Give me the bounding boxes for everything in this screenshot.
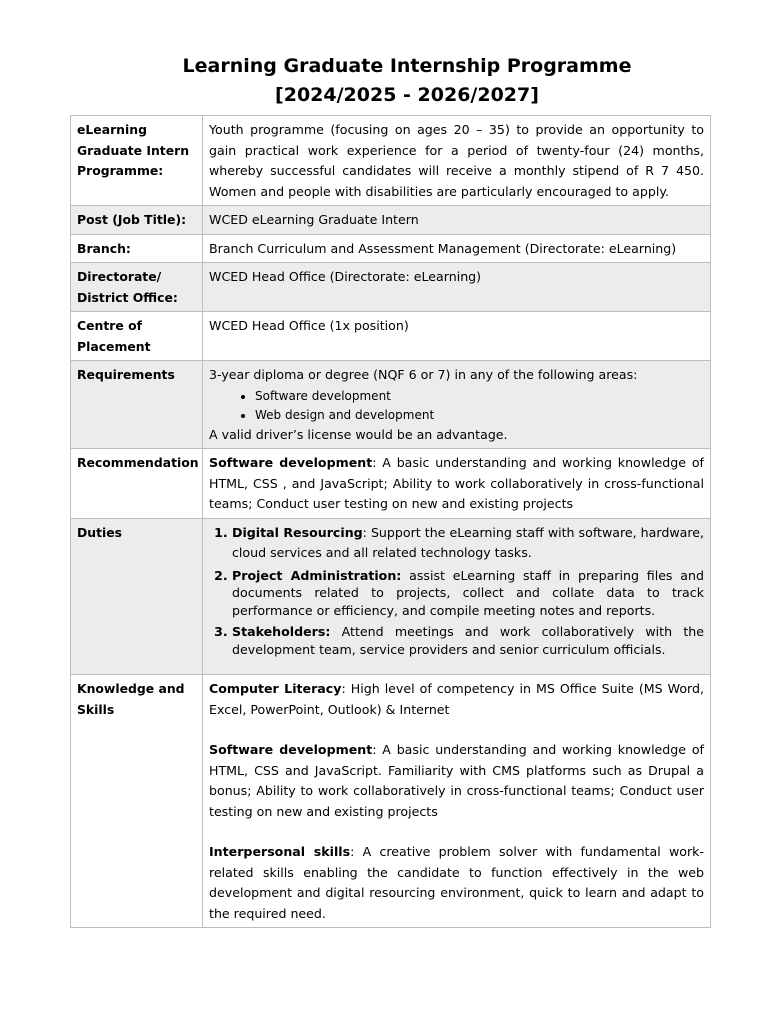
bold-term: Stakeholders: [232,624,331,639]
table-row [71,518,711,675]
bold-term: Project Administration: [232,567,402,583]
paragraph-gap [209,822,704,842]
title-line-1: Learning Graduate Internship Programme [182,55,632,77]
bold-term: Computer Literacy [209,681,342,696]
paragraph [209,679,704,720]
list-item: • Web design and development [255,406,704,425]
description-text: Attend meetings and work collaboratively with the development team, service providers and senior curriculum officials. [232,624,704,657]
duties-list [209,523,704,659]
description-text: : Support the eLearning staff with software, hardware, cloud services and all related technology tasks. [232,524,704,560]
paragraph [209,842,704,924]
table-row [71,449,711,519]
bold-term: Software development [209,742,373,757]
requirements-note: A valid driver’s license would be an advantage. [209,426,508,442]
row-value: WCED eLearning Graduate Intern [203,206,711,235]
table-row [71,263,711,312]
list-item [232,523,704,563]
bold-term: Interpersonal skills [209,844,351,859]
bold-term: Digital Resourcing [232,524,363,540]
table-row [71,116,711,206]
requirements-intro: 3-year diploma or degree (NQF 6 or 7) in any of the following areas: [209,367,638,382]
row-value: Youth programme (focusing on ages 20 – 35) to provide an opportunity to gain practical work experience for a period of twenty-four (24) months, whereby successful candidates will receive a monthly stipend of R 7 450. Women and people with disabilities are particularly encouraged to apply. [203,116,711,206]
row-label: Requirements [71,361,203,449]
requirements-value [203,361,711,449]
table-row [71,312,711,361]
table-row [71,675,711,928]
recommendation-value [203,449,711,519]
table-row [71,361,711,449]
row-label: Directorate/ District Office: [71,263,203,312]
paragraph-gap [209,720,704,740]
table-row [71,234,711,263]
title-line-2: [2024/2025 - 2026/2027] [275,84,539,106]
table-row [71,206,711,235]
paragraph [209,740,704,822]
list-item: • Software development [255,387,704,406]
row-label: Branch: [71,234,203,263]
description-text: : High level of competency in MS Office Suite (MS Word, Excel, PowerPoint, Outlook) & Internet [209,681,704,717]
row-value: WCED Head Office (Directorate: eLearning) [203,263,711,312]
row-value: Branch Curriculum and Assessment Management (Directorate: eLearning) [203,234,711,263]
row-value: WCED Head Office (1x position) [203,312,711,361]
document-title [0,52,768,110]
description-text: : A basic understanding and working knowledge of HTML, CSS , and JavaScript; Ability to work collaboratively in cross-functional teams; Conduct user testing on new and existing projects [209,455,704,511]
list-item [232,623,704,658]
row-label: Recommendation [71,449,203,519]
duties-value [203,518,711,675]
knowledge-value [203,675,711,928]
row-label: Centre of Placement [71,312,203,361]
requirements-list [209,387,704,425]
bold-term: Software development [209,455,373,470]
description-text: : A creative problem solver with fundamental work-related skills enabling the candidate to function effectively in the web development and digital resourcing environment, quick to learn and adapt to the required need. [209,844,705,921]
description-text: assist eLearning staff in preparing files and documents related to projects, collect and collate data to track performance or efficiency, and compile meeting notes and reports. [232,567,704,618]
row-label: Duties [71,518,203,675]
description-text: : A basic understanding and working knowledge of HTML, CSS and JavaScript. Familiarity with CMS platforms such as Drupal a bonus; Ability to work collaboratively in cross-functional teams; Conduct user testing on new and existing projects [209,742,704,819]
list-item [232,567,704,620]
row-label: eLearning Graduate Intern Programme: [71,116,203,206]
row-label: Knowledge and Skills [71,675,203,928]
row-label: Post (Job Title): [71,206,203,235]
internship-details-table [70,115,711,928]
